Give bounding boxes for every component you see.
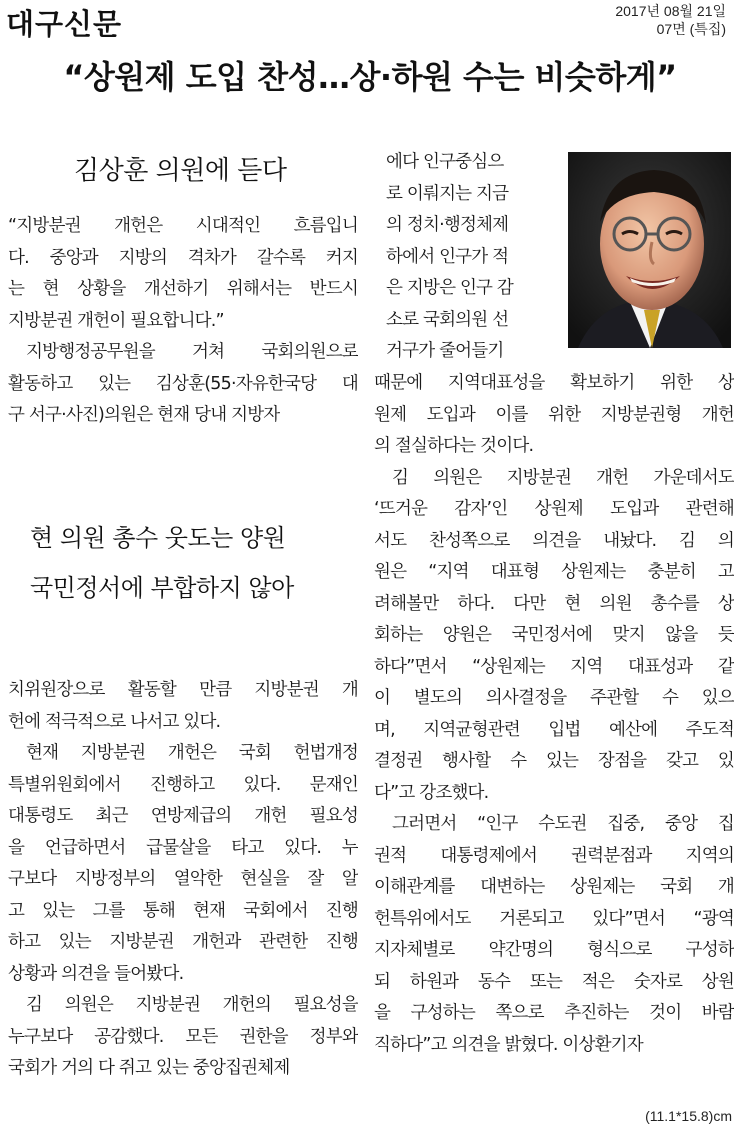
text-line: 지자체별로 약간명의 형식으로 구성하: [374, 940, 734, 960]
right-column-wide: [374, 368, 734, 1061]
text-line: 누구보다 공감했다. 모든 권한을 정부와: [8, 1026, 358, 1047]
headline: “상원제 도입 찬성…상·하원 수는 비슷하게”: [63, 58, 677, 96]
text-line: 되 하원과 동수 또는 적은 숫자로 상원: [374, 971, 734, 992]
text-line: 회하는 양원은 국민정서에 맞지 않을 듯: [374, 625, 734, 645]
text-line: 특별위원회에서 진행하고 있다. 문재인: [8, 774, 358, 795]
text-line: 하에서 인구가 적: [386, 246, 509, 267]
sub-headline: 김상훈 의원에 듣다: [74, 156, 287, 186]
text-line: “지방분권 개헌은 시대적인 흐름입니: [8, 216, 358, 236]
text-line: 김 의원은 지방분권 개헌 가운데서도: [392, 467, 734, 488]
portrait-photo-icon: [568, 152, 731, 348]
text-line: 서도 찬성쪽으로 의견을 내놨다. 김 의: [374, 530, 734, 551]
text-line: 다”고 강조했다.: [374, 782, 489, 803]
text-line: 대통령도 최근 연방제급의 개헌 필요성: [8, 806, 358, 826]
text-line: 지방행정공무원을 거쳐 국회의원으로: [26, 342, 358, 362]
text-line: 는 현 상황을 개선하기 위해서는 반드시: [8, 279, 358, 299]
portrait-photo: [568, 152, 731, 348]
text-line: 원제 도입과 이를 위한 지방분권형 개헌: [374, 404, 734, 425]
text-line: 상황과 의견을 들어봤다.: [8, 963, 184, 984]
text-line: 거구가 줄어들기: [386, 341, 504, 361]
text-line: 로 이뤄지는 지금: [386, 183, 509, 204]
text-line: 헌에 적극적으로 나서고 있다.: [8, 711, 221, 732]
text-line: 이 별도의 의사결정을 주관할 수 있으: [374, 688, 734, 708]
text-line: 하다”면서 “상원제는 지역 대표성과 같: [374, 656, 734, 677]
text-line: 치위원장으로 활동할 만큼 지방분권 개: [8, 680, 358, 700]
text-line: 결정권 행사할 수 있는 장점을 갖고 있: [374, 751, 734, 771]
text-line: 그러면서 “인구 수도권 집중, 중앙 집: [392, 814, 734, 834]
text-line: 국회가 거의 다 쥐고 있는 중앙집권체제: [8, 1058, 290, 1078]
text-line: 지방분권 개헌이 필요합니다.”: [8, 310, 224, 331]
text-line: 활동하고 있는 김상훈(55·자유한국당 대: [8, 373, 358, 394]
publication-date: 2017년 08월 21일: [615, 3, 726, 19]
text-line: 다. 중앙과 지방의 격차가 갈수록 커지: [8, 247, 358, 268]
text-line: 고 있는 그를 통해 현재 국회에서 진행: [8, 900, 358, 921]
text-line: 직하다”고 의견을 밝혔다. 이상환기자: [374, 1034, 643, 1055]
text-line: 헌특위에서도 거론되고 있다”면서 “광역: [374, 908, 734, 929]
text-line: 려해볼만 하다. 다만 현 의원 총수를 상: [374, 593, 734, 614]
text-line: 구 서구·사진)의원은 현재 당내 지방자: [8, 405, 280, 425]
left-column-top: [8, 211, 358, 432]
text-line: ‘뜨거운 감자’인 상원제 도입과 관련해: [374, 499, 734, 519]
text-line: 에다 인구중심으: [386, 152, 504, 172]
text-line: 소로 국회의원 선: [386, 309, 509, 330]
text-line: 은 지방은 인구 감: [386, 278, 514, 298]
publication-page: 07면 (특집): [656, 21, 726, 37]
text-line: 권적 대통령제에서 권력분점과 지역의: [374, 845, 734, 866]
text-line: 을 구성하는 쪽으로 추진하는 것이 바람: [374, 1003, 734, 1023]
mid-headline-line1: 현 의원 총수 웃도는 양원: [30, 524, 286, 552]
publication-info: [615, 2, 726, 38]
text-line: 때문에 지역대표성을 확보하기 위한 상: [374, 373, 734, 393]
size-note: (11.1*15.8)cm: [645, 1108, 732, 1124]
left-column-bottom: [8, 675, 358, 1085]
mid-headline-line2: 국민정서에 부합하지 않아: [30, 574, 294, 602]
text-line: 며, 지역균형관련 입법 예산에 주도적: [374, 719, 734, 740]
text-line: 의 절실하다는 것이다.: [374, 436, 534, 456]
text-line: 의 정치·행정체제: [386, 215, 509, 235]
text-line: 원은 “지역 대표형 상원제는 충분히 고: [374, 562, 734, 582]
text-line: 김 의원은 지방분권 개헌의 필요성을: [26, 995, 358, 1015]
text-line: 이해관계를 대변하는 상원제는 국회 개: [374, 877, 734, 897]
right-column-narrow: [386, 147, 556, 368]
text-line: 구보다 지방정부의 열악한 현실을 잘 알: [8, 869, 358, 889]
text-line: 현재 지방분권 개헌은 국회 헌법개정: [26, 743, 358, 763]
text-line: 을 언급하면서 급물살을 타고 있다. 누: [8, 837, 358, 858]
masthead: 대구신문: [6, 7, 123, 41]
text-line: 하고 있는 지방분권 개헌과 관련한 진행: [8, 932, 358, 952]
